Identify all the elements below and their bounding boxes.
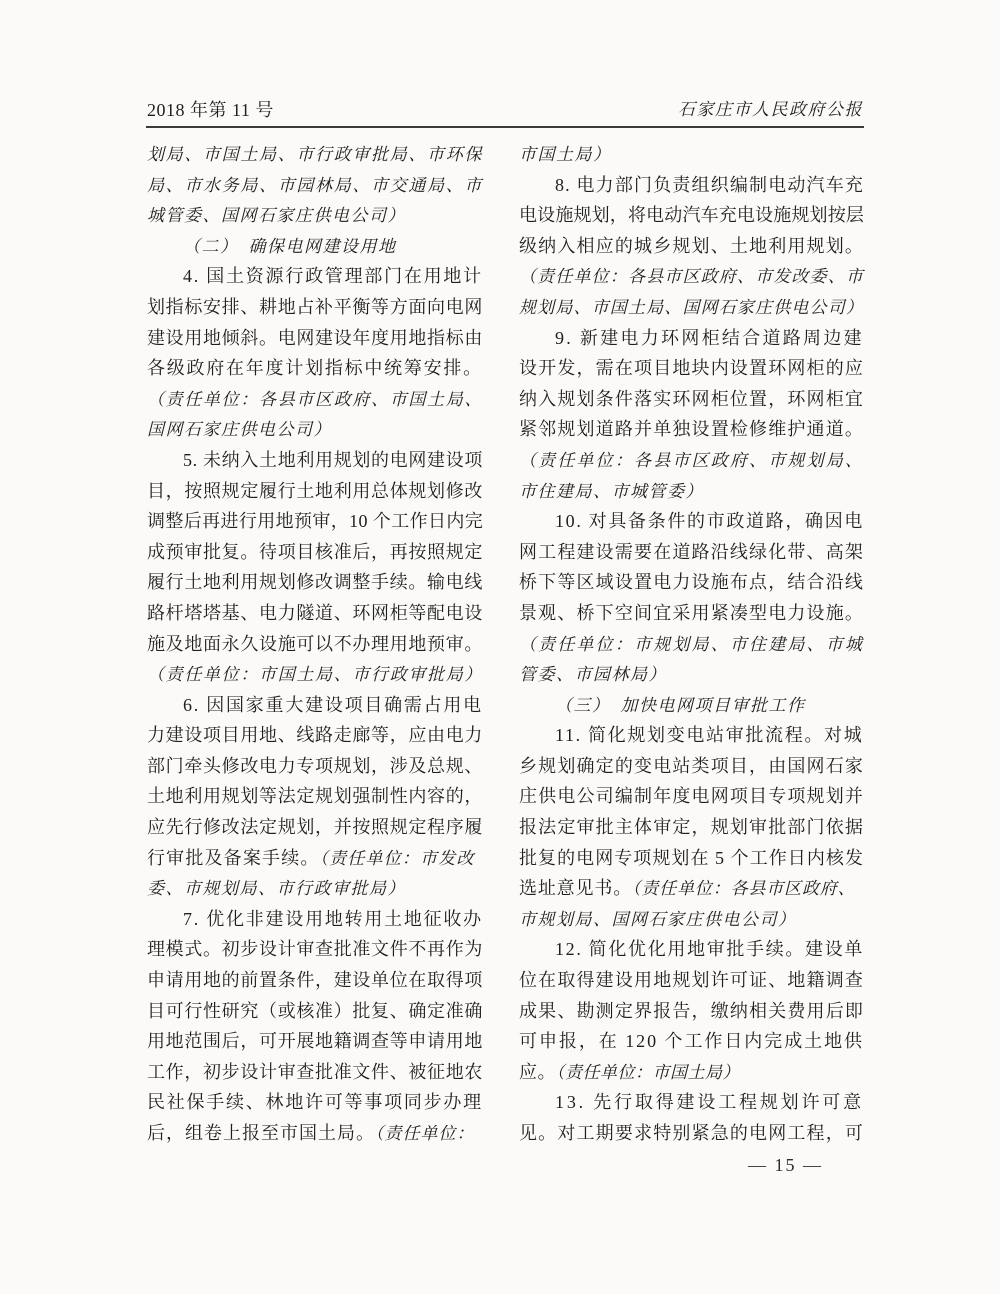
text-line: [147, 200, 483, 231]
text-line: [147, 904, 483, 935]
text-line: [519, 598, 864, 629]
text-line: [519, 873, 864, 904]
text-line: [147, 781, 483, 812]
body-text-segment: 4. 国土资源行政管理部门在用地计: [183, 266, 483, 287]
text-line: [147, 384, 483, 415]
body-text-segment: 后，组卷上报至市国土局。: [147, 1123, 375, 1143]
body-text-segment: 履行土地利用规划修改调整手续。输电线: [147, 572, 484, 593]
gazette-title: 石家庄市人民政府公报: [678, 100, 863, 119]
kai-text-segment: 管委、市园林局）: [519, 665, 667, 685]
text-line: [147, 1087, 483, 1118]
kai-text-segment: （责任单位：各县市区政府、市发改委、市: [519, 267, 865, 287]
body-text-segment: 景观、桥下空间宜采用紧凑型电力设施。: [519, 602, 865, 623]
text-line: [519, 812, 864, 843]
text-line: [519, 537, 864, 568]
body-text-segment: 紧邻规划道路并单独设置检修维护通道。: [519, 419, 865, 440]
kai-text-segment: （责任单位：各县市区政府、市规划局、: [519, 450, 865, 470]
body-text-segment: 行审批及备案手续。: [147, 847, 320, 868]
kai-text-segment: 市住建局、市城管委）: [519, 481, 704, 501]
body-text-segment: 理模式。初步设计审查批准文件不再作为: [147, 939, 484, 960]
body-text-segment: 级纳入相应的城乡规划、土地利用规划。: [519, 235, 865, 256]
text-line: [519, 690, 864, 721]
body-text-segment: 选址意见书。: [519, 878, 633, 899]
text-line: [147, 292, 483, 323]
body-text-segment: 13. 先行取得建设工程规划许可意: [555, 1092, 864, 1113]
text-line: [519, 996, 864, 1027]
text-line: [519, 506, 864, 537]
body-text-segment: 申请用地的前置条件，建设单位在取得项: [147, 970, 484, 991]
body-text-segment: 见。对工期要求特别紧急的电网工程，可: [519, 1123, 865, 1143]
text-line: [519, 567, 864, 598]
body-text-segment: 路杆塔塔基、电力隧道、环网柜等配电设: [147, 602, 484, 623]
text-line: [147, 261, 483, 292]
text-line: [519, 781, 864, 812]
text-line: [147, 751, 483, 782]
kai-text-segment: 市国土局）: [519, 145, 612, 164]
body-text-segment: 调整后再进行用地预审，10 个工作日内完: [147, 511, 484, 532]
text-line: [147, 537, 483, 568]
body-text-segment: 纳入规划条件落实环网柜位置，环网柜宜: [519, 388, 865, 409]
text-line: [147, 567, 483, 598]
body-text-segment: 10. 对具备条件的市政道路，确因电: [555, 511, 865, 532]
text-line: [147, 476, 483, 507]
text-line: [147, 690, 483, 721]
text-line: [147, 843, 483, 874]
text-line: [147, 139, 483, 170]
text-line: [519, 1026, 864, 1057]
text-line: [519, 904, 864, 935]
kai-text-segment: （责任单位：市国土局、市行政审批局）: [147, 665, 484, 685]
text-line: [519, 659, 864, 690]
text-line: [519, 200, 864, 231]
body-text-segment: 可申报，在 120 个工作日内完成土地供: [519, 1031, 864, 1052]
text-line: [147, 720, 483, 751]
text-line: [147, 353, 483, 384]
text-line: [519, 965, 864, 996]
text-line: [519, 414, 864, 445]
body-text-segment: 应。: [519, 1061, 556, 1082]
text-line: [147, 965, 483, 996]
page-header: [147, 98, 863, 122]
text-line: [519, 476, 864, 507]
body-text-segment: 6. 因国家重大建设项目确需占用电: [183, 694, 483, 715]
text-line: [519, 292, 864, 323]
kai-text-segment: （三） 加快电网项目审批工作: [555, 695, 806, 715]
kai-text-segment: （责任单位：市国土局）: [556, 1062, 740, 1082]
body-text-segment: 部门牵头修改电力专项规划，涉及总规、: [147, 755, 484, 776]
text-line: [147, 231, 483, 262]
body-text-segment: 位在取得建设用地规划许可证、地籍调查: [519, 970, 865, 991]
body-text-segment: 5. 未纳入土地利用规划的电网建设项: [183, 449, 484, 470]
left-column: [147, 139, 483, 1149]
body-text-segment: 建设用地倾斜。电网建设年度用地指标由: [147, 327, 484, 348]
body-text-segment: 桥下等区域设置电力设施布点，结合沿线: [519, 572, 865, 593]
body-text-segment: 目可行性研究（或核准）批复、确定准确: [147, 1000, 484, 1021]
right-column: [519, 139, 864, 1149]
body-text-segment: 民社保手续、林地许可等事项同步办理: [147, 1092, 483, 1113]
body-text-segment: 乡规划确定的变电站类项目，由国网石家: [519, 755, 865, 776]
body-text-segment: 成预审批复。待项目核准后，再按照规定: [147, 541, 484, 562]
text-line: [519, 751, 864, 782]
body-text-segment: 庄供电公司编制年度电网项目专项规划并: [519, 786, 865, 807]
text-line: [519, 445, 864, 476]
text-line: [519, 1087, 864, 1118]
text-line: [519, 629, 864, 660]
text-line: [147, 629, 483, 660]
header-rule: [146, 126, 864, 128]
kai-text-segment: （二） 确保电网建设用地: [183, 236, 397, 256]
text-line: [147, 873, 483, 904]
text-line: [147, 659, 483, 690]
text-line: [147, 170, 483, 201]
page-number: — 15 —: [748, 1155, 823, 1175]
text-line: [519, 843, 864, 874]
body-text-segment: 划指标安排、耕地占补平衡等方面向电网: [147, 296, 484, 317]
text-line: [519, 1057, 864, 1088]
body-text-segment: 网工程建设需要在道路沿线绿化带、高架: [519, 541, 865, 562]
text-line: [519, 384, 864, 415]
text-line: [519, 170, 864, 201]
kai-text-segment: （责任单位：市发改: [319, 848, 475, 868]
text-line: [519, 323, 864, 354]
body-text-segment: 成果、勘测定界报告，缴纳相关费用后即: [519, 1000, 865, 1021]
body-text-segment: 8. 电力部门负责组织编制电动汽车充: [555, 174, 865, 195]
text-line: [147, 934, 483, 965]
text-line: [147, 323, 483, 354]
text-line: [519, 261, 864, 292]
body-text-segment: 土地利用规划等法定规划强制性内容的，: [147, 786, 484, 807]
text-line: [519, 1118, 864, 1149]
kai-text-segment: 划局、市国土局、市行政审批局、市环保: [147, 145, 484, 164]
text-line: [519, 139, 864, 170]
text-line: [147, 1118, 483, 1149]
body-text-segment: 力建设项目用地、线路走廊等，应由电力: [147, 725, 484, 746]
text-line: [147, 812, 483, 843]
issue-number: 2018 年第 11 号: [147, 100, 274, 120]
body-text-segment: 应先行修改法定规划，并按照规定程序履: [147, 817, 484, 838]
text-line: [147, 506, 483, 537]
text-line: [519, 231, 864, 262]
kai-text-segment: （责任单位：各县市区政府、市国土局、: [147, 389, 484, 409]
body-text-segment: 11. 简化规划变电站审批流程。对城: [555, 725, 864, 746]
text-line: [147, 1057, 483, 1088]
text-line: [147, 1026, 483, 1057]
text-line: [519, 934, 864, 965]
kai-text-segment: （责任单位：市规划局、市住建局、市城: [519, 634, 865, 654]
text-line: [147, 414, 483, 445]
body-text-segment: 用地范围后，可开展地籍调查等申请用地: [147, 1031, 484, 1052]
kai-text-segment: 城管委、国网石家庄供电公司）: [147, 206, 406, 226]
text-line: [519, 720, 864, 751]
body-text-segment: 7. 优化非建设用地转用土地征收办: [183, 908, 483, 929]
kai-text-segment: 规划局、市国土局、国网石家庄供电公司）: [519, 297, 865, 317]
body-text-segment: 电设施规划，将电动汽车充电设施规划按层: [519, 205, 865, 226]
body-text-segment: 9. 新建电力环网柜结合道路周边建: [555, 327, 864, 348]
body-text-segment: 工作，初步设计审查批准文件、被征地农: [147, 1061, 484, 1082]
body-text-segment: 12. 简化优化用地审批手续。建设单: [555, 939, 865, 960]
body-text-segment: 施及地面永久设施可以不办理用地预审。: [147, 633, 484, 654]
body-text-segment: 目，按照规定履行土地利用总体规划修改: [147, 480, 484, 501]
text-line: [147, 598, 483, 629]
text-line: [147, 445, 483, 476]
kai-text-segment: 市规划局、国网石家庄供电公司）: [519, 909, 797, 929]
text-line: [519, 353, 864, 384]
kai-text-segment: 局、市水务局、市园林局、市交通局、市: [147, 175, 484, 195]
body-text-segment: 各级政府在年度计划指标中统筹安排。: [147, 358, 483, 379]
body-text-segment: 报法定审批主体审定，规划审批部门依据: [519, 817, 865, 838]
kai-text-segment: （责任单位：: [375, 1124, 475, 1143]
text-line: [147, 996, 483, 1027]
body-text-segment: 设开发，需在项目地块内设置环网柜的应: [519, 358, 865, 379]
kai-text-segment: （责任单位：各县市区政府、: [632, 879, 856, 899]
kai-text-segment: 国网石家庄供电公司）: [147, 420, 332, 440]
kai-text-segment: 委、市规划局、市行政审批局）: [147, 879, 406, 899]
body-text-segment: 批复的电网专项规划在 5 个工作日内核发: [519, 847, 864, 868]
